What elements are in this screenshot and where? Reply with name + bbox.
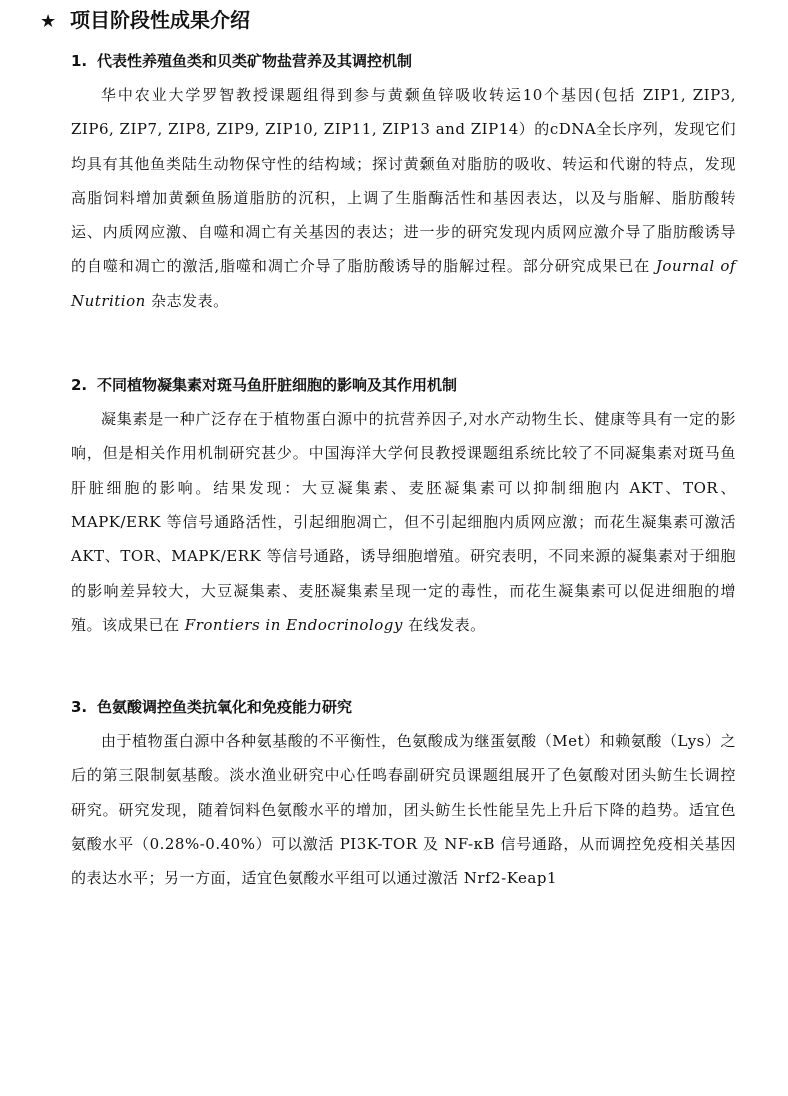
journal-name: Frontiers in Endocrinology	[184, 615, 403, 634]
section-number: 1.	[71, 52, 88, 70]
journal-name: Journal of Nutrition	[71, 257, 736, 310]
section-heading	[71, 46, 736, 76]
section-heading-text: 不同植物凝集素对斑马鱼肝脏细胞的影响及其作用机制	[97, 376, 458, 395]
section-number: 2.	[71, 376, 88, 395]
section-number: 3.	[71, 698, 88, 717]
section-paragraph	[71, 724, 736, 895]
section-heading	[71, 370, 736, 400]
section-heading	[71, 692, 736, 722]
section-heading-text: 色氨酸调控鱼类抗氧化和免疫能力研究	[97, 698, 353, 717]
section-heading-text: 代表性养殖鱼类和贝类矿物盐营养及其调控机制	[97, 52, 413, 70]
paragraph-text: 由于植物蛋白源中各种氨基酸的不平衡性，色氨酸成为继蛋氨酸（Met）和赖氨酸（Lys）之后的第三限制氨基酸。淡水渔业研究中心任鸣春副研究员课题组展开了色氨酸对团头鲂生长调控研究。研究发现，随着饲料色氨酸水平的增加，团头鲂生长性能呈先上升后下降的趋势。适宜色氨酸水平（0.28%-0.40%）可以激活 PI3K-TOR 及 NF-κB 信号通路，从而调控免疫相关基因的表达水平；另一方面，适宜色氨酸水平组可以通过激活 Nrf2-Keap1	[71, 732, 736, 888]
paragraph-text-end: 在线发表。	[408, 615, 486, 634]
paragraph-text: 华中农业大学罗智教授课题组得到参与黄颡鱼锌吸收转运10个基因(包括 ZIP1, ZIP3, ZIP6, ZIP7, ZIP8, ZIP9, ZIP10, ZIP11, ZIP13 and ZIP14）的cDNA全长序列，发现它们均具有其他鱼类陆生动物保守性的结构域；探讨黄颡鱼对脂肪的吸收、转运和代谢的特点，发现高脂饲料增加黄颡鱼肠道脂肪的沉积，上调了生脂酶活性和基因表达，以及与脂解、脂肪酸转运、内质网应激、自噬和凋亡有关基因的表达；进一步的研究发现内质网应激介导了脂肪酸诱导的自噬和凋亡的激活,脂噬和凋亡介导了脂肪酸诱导的脂解过程。部分研究成果已在	[71, 86, 736, 276]
section-paragraph	[71, 402, 736, 642]
page-title	[40, 4, 736, 36]
section-spacer	[40, 318, 736, 360]
section-3	[71, 692, 736, 895]
paragraph-text-end: 杂志发表。	[151, 291, 229, 310]
section-spacer	[40, 642, 736, 682]
section-paragraph	[71, 78, 736, 318]
paragraph-text: 凝集素是一种广泛存在于植物蛋白源中的抗营养因子,对水产动物生长、健康等具有一定的影响，但是相关作用机制研究甚少。中国海洋大学何艮教授课题组系统比较了不同凝集素对斑马鱼肝脏细胞的影响。结果发现：大豆凝集素、麦胚凝集素可以抑制细胞内 AKT、TOR、MAPK/ERK 等信号通路活性，引起细胞凋亡，但不引起细胞内质网应激；而花生凝集素可激活 AKT、TOR、MAPK/ERK 等信号通路，诱导细胞增殖。研究表明，不同来源的凝集素对于细胞的影响差异较大，大豆凝集素、麦胚凝集素呈现一定的毒性，而花生凝集素可以促进细胞的增殖。该成果已在	[71, 410, 736, 634]
star-icon: ★	[40, 11, 57, 32]
section-2	[71, 370, 736, 642]
section-1	[71, 46, 736, 318]
page-title-text: 项目阶段性成果介绍	[70, 8, 250, 32]
